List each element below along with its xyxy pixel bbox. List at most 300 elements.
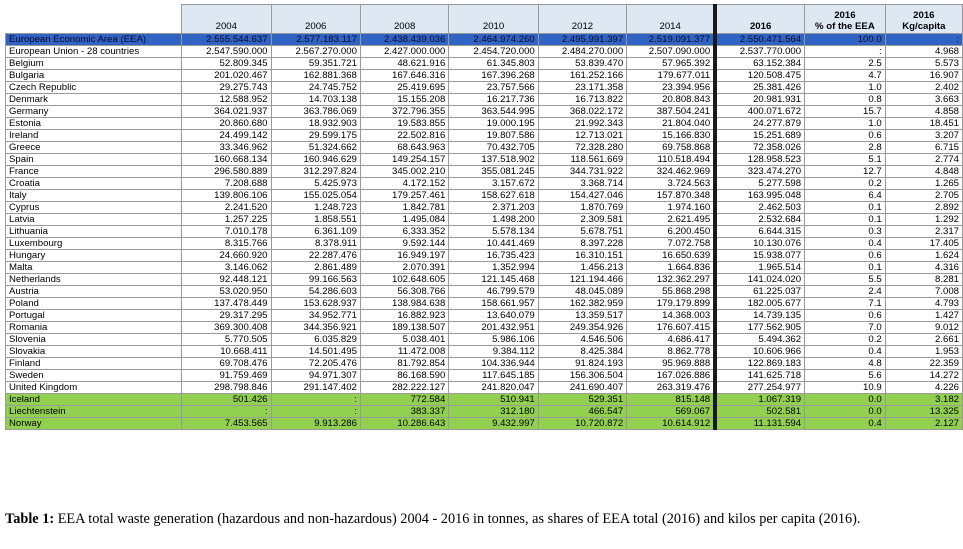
- table-row: [6, 418, 963, 430]
- cell-share: 10.9: [805, 382, 886, 394]
- cell-v2006: 99.166.563: [271, 274, 360, 286]
- cell-v2008: 48.621.916: [360, 58, 448, 70]
- cell-v2004: 20.860.680: [182, 118, 271, 130]
- cell-v2016: 11.131.594: [715, 418, 804, 430]
- cell-v2008: 383.337: [360, 406, 448, 418]
- cell-kg: 9.012: [885, 322, 962, 334]
- cell-v2016: 2.550.471.564: [715, 34, 804, 46]
- cell-v2008: 372.796.355: [360, 106, 448, 118]
- cell-v2004: 29.317.295: [182, 310, 271, 322]
- cell-v2008: 86.168.590: [360, 370, 448, 382]
- country-name-cell: Belgium: [6, 58, 182, 70]
- country-name-cell: European Union - 28 countries: [6, 46, 182, 58]
- header-2004: 2004: [182, 5, 271, 34]
- table-row: [6, 94, 963, 106]
- cell-share: 5.6: [805, 370, 886, 382]
- cell-v2006: 14.501.495: [271, 346, 360, 358]
- cell-v2016: 24.277.879: [715, 118, 804, 130]
- cell-v2004: 201.020.467: [182, 70, 271, 82]
- country-name-cell: Spain: [6, 154, 182, 166]
- cell-v2014: 132.362.297: [627, 274, 715, 286]
- country-name-cell: Denmark: [6, 94, 182, 106]
- cell-kg: 2.705: [885, 190, 962, 202]
- cell-v2012: 12.713.021: [538, 130, 626, 142]
- cell-kg: 8.281: [885, 274, 962, 286]
- cell-v2014: 110.518.494: [627, 154, 715, 166]
- cell-v2016: 1.965.514: [715, 262, 804, 274]
- cell-v2016: 122.869.183: [715, 358, 804, 370]
- table-row: [6, 250, 963, 262]
- country-name-cell: Croatia: [6, 178, 182, 190]
- cell-v2012: 344.731.922: [538, 166, 626, 178]
- cell-v2006: 155.025.054: [271, 190, 360, 202]
- cell-v2004: 7.453.565: [182, 418, 271, 430]
- cell-v2014: 324.462.969: [627, 166, 715, 178]
- cell-v2006: 344.356.921: [271, 322, 360, 334]
- header-share-label: % of the EEA: [815, 21, 875, 32]
- cell-v2014: 1.664.836: [627, 262, 715, 274]
- cell-v2012: 162.382.959: [538, 298, 626, 310]
- cell-v2016: 2.462.503: [715, 202, 804, 214]
- cell-kg: 16.907: [885, 70, 962, 82]
- cell-v2008: 2.070.391: [360, 262, 448, 274]
- country-name-cell: Germany: [6, 106, 182, 118]
- cell-v2014: 15.166.830: [627, 130, 715, 142]
- cell-v2012: 118.561.669: [538, 154, 626, 166]
- cell-share: 0.1: [805, 214, 886, 226]
- table-row: [6, 142, 963, 154]
- cell-kg: 2.661: [885, 334, 962, 346]
- table-row: [6, 262, 963, 274]
- cell-v2010: 9.432.997: [449, 418, 538, 430]
- cell-kg: 4.316: [885, 262, 962, 274]
- cell-v2014: 2.507.090.000: [627, 46, 715, 58]
- cell-v2012: 2.495.991.397: [538, 34, 626, 46]
- cell-kg: 5.573: [885, 58, 962, 70]
- cell-share: 0.1: [805, 202, 886, 214]
- cell-v2004: 24.660.920: [182, 250, 271, 262]
- cell-v2010: 167.396.268: [449, 70, 538, 82]
- country-name-cell: Latvia: [6, 214, 182, 226]
- cell-v2006: 94.971.307: [271, 370, 360, 382]
- cell-v2012: 2.484.270.000: [538, 46, 626, 58]
- country-name-cell: Greece: [6, 142, 182, 154]
- cell-share: 15.7: [805, 106, 886, 118]
- cell-kg: 2.892: [885, 202, 962, 214]
- cell-v2014: 21.804.040: [627, 118, 715, 130]
- table-row: [6, 178, 963, 190]
- cell-v2014: 16.650.639: [627, 250, 715, 262]
- cell-share: 100.0: [805, 34, 886, 46]
- cell-v2004: 139.806.106: [182, 190, 271, 202]
- cell-share: 0.6: [805, 310, 886, 322]
- table-row: [6, 46, 963, 58]
- cell-kg: 2.774: [885, 154, 962, 166]
- cell-v2016: 20.981.931: [715, 94, 804, 106]
- cell-v2006: 1.858.551: [271, 214, 360, 226]
- header-2010: 2010: [449, 5, 538, 34]
- cell-v2012: 10.720.872: [538, 418, 626, 430]
- country-name-cell: Cyprus: [6, 202, 182, 214]
- cell-kg: 1.427: [885, 310, 962, 322]
- cell-kg: 2.317: [885, 226, 962, 238]
- cell-v2006: 312.297.824: [271, 166, 360, 178]
- cell-share: 0.2: [805, 178, 886, 190]
- cell-v2014: 6.200.450: [627, 226, 715, 238]
- country-name-cell: Liechtenstein: [6, 406, 182, 418]
- cell-kg: 1.292: [885, 214, 962, 226]
- header-2006: 2006: [271, 5, 360, 34]
- cell-v2010: 510.941: [449, 394, 538, 406]
- cell-v2012: 72.328.280: [538, 142, 626, 154]
- cell-kg: 3.663: [885, 94, 962, 106]
- cell-v2006: 22.287.476: [271, 250, 360, 262]
- cell-v2010: 23.757.566: [449, 82, 538, 94]
- cell-v2004: 7.010.178: [182, 226, 271, 238]
- cell-v2010: 2.371.203: [449, 202, 538, 214]
- cell-v2012: 13.359.517: [538, 310, 626, 322]
- cell-v2004: 53.020.950: [182, 286, 271, 298]
- cell-v2016: 10.606.966: [715, 346, 804, 358]
- table-row: [6, 298, 963, 310]
- cell-v2008: 1.842.781: [360, 202, 448, 214]
- cell-v2012: 2.309.581: [538, 214, 626, 226]
- country-name-cell: Slovakia: [6, 346, 182, 358]
- cell-share: 5.1: [805, 154, 886, 166]
- cell-v2016: 502.581: [715, 406, 804, 418]
- cell-v2006: 24.745.752: [271, 82, 360, 94]
- cell-v2010: 61.345.803: [449, 58, 538, 70]
- header-kg: [885, 5, 962, 34]
- cell-v2016: 141.625.718: [715, 370, 804, 382]
- header-kg-label: Kg/capita: [902, 21, 946, 32]
- country-name-cell: Italy: [6, 190, 182, 202]
- cell-v2012: 121.194.466: [538, 274, 626, 286]
- cell-v2010: 158.661.957: [449, 298, 538, 310]
- cell-v2012: 1.870.769: [538, 202, 626, 214]
- cell-share: 2.8: [805, 142, 886, 154]
- cell-share: 2.5: [805, 58, 886, 70]
- country-name-cell: Finland: [6, 358, 182, 370]
- cell-kg: 7.008: [885, 286, 962, 298]
- cell-share: :: [805, 46, 886, 58]
- cell-v2012: 529.351: [538, 394, 626, 406]
- cell-v2016: 128.958.523: [715, 154, 804, 166]
- country-name-cell: Netherlands: [6, 274, 182, 286]
- cell-v2006: 51.324.662: [271, 142, 360, 154]
- cell-kg: 18.451: [885, 118, 962, 130]
- cell-v2016: 177.562.905: [715, 322, 804, 334]
- cell-kg: 3.182: [885, 394, 962, 406]
- cell-v2004: 10.668.411: [182, 346, 271, 358]
- table-row: [6, 34, 963, 46]
- cell-v2006: 14.703.138: [271, 94, 360, 106]
- cell-share: 4.8: [805, 358, 886, 370]
- cell-v2016: 15.938.077: [715, 250, 804, 262]
- cell-share: 0.0: [805, 406, 886, 418]
- country-name-cell: Austria: [6, 286, 182, 298]
- cell-v2014: 69.758.868: [627, 142, 715, 154]
- cell-v2014: 387.504.241: [627, 106, 715, 118]
- cell-v2010: 312.180: [449, 406, 538, 418]
- cell-v2006: 54.286.603: [271, 286, 360, 298]
- country-name-cell: European Economic Area (EEA): [6, 34, 182, 46]
- cell-v2008: 189.138.507: [360, 322, 448, 334]
- cell-v2004: 2.547.590.000: [182, 46, 271, 58]
- cell-v2012: 154.427.046: [538, 190, 626, 202]
- cell-v2016: 141.024.020: [715, 274, 804, 286]
- cell-kg: 2.402: [885, 82, 962, 94]
- cell-v2004: 501.426: [182, 394, 271, 406]
- cell-share: 7.1: [805, 298, 886, 310]
- cell-kg: :: [885, 34, 962, 46]
- cell-v2014: 167.026.886: [627, 370, 715, 382]
- cell-share: 0.3: [805, 226, 886, 238]
- cell-v2016: 2.537.770.000: [715, 46, 804, 58]
- cell-kg: 6.715: [885, 142, 962, 154]
- cell-v2004: 160.668.134: [182, 154, 271, 166]
- cell-v2008: 56.308.766: [360, 286, 448, 298]
- cell-v2014: 815.148: [627, 394, 715, 406]
- country-name-cell: Estonia: [6, 118, 182, 130]
- cell-v2008: 179.257.461: [360, 190, 448, 202]
- cell-v2004: 2.241.520: [182, 202, 271, 214]
- cell-v2006: 72.205.476: [271, 358, 360, 370]
- cell-v2016: 1.067.319: [715, 394, 804, 406]
- country-name-cell: Hungary: [6, 250, 182, 262]
- cell-v2010: 201.432.951: [449, 322, 538, 334]
- cell-v2006: :: [271, 406, 360, 418]
- cell-v2004: 69.708.476: [182, 358, 271, 370]
- country-name-cell: Romania: [6, 322, 182, 334]
- cell-v2010: 158.627.618: [449, 190, 538, 202]
- cell-v2008: 4.172.152: [360, 178, 448, 190]
- country-name-cell: Slovenia: [6, 334, 182, 346]
- cell-v2004: 369.300.408: [182, 322, 271, 334]
- cell-share: 0.4: [805, 238, 886, 250]
- cell-v2014: 20.808.843: [627, 94, 715, 106]
- cell-v2016: 163.995.048: [715, 190, 804, 202]
- table-row: [6, 382, 963, 394]
- cell-v2012: 23.171.358: [538, 82, 626, 94]
- cell-v2006: 5.425.973: [271, 178, 360, 190]
- cell-v2008: 25.419.695: [360, 82, 448, 94]
- cell-v2012: 8.425.384: [538, 346, 626, 358]
- table-row: [6, 118, 963, 130]
- cell-v2004: 91.759.469: [182, 370, 271, 382]
- cell-v2014: 3.724.563: [627, 178, 715, 190]
- cell-v2006: 34.952.771: [271, 310, 360, 322]
- caption-text: EEA total waste generation (hazardous and non-hazardous) 2004 - 2016 in tonnes, as shares of EEA total (2016) and kilos per capita (2016).: [54, 511, 861, 527]
- country-name-cell: Sweden: [6, 370, 182, 382]
- cell-v2004: 137.478.449: [182, 298, 271, 310]
- cell-v2010: 13.640.079: [449, 310, 538, 322]
- cell-kg: 4.968: [885, 46, 962, 58]
- cell-v2006: 2.861.489: [271, 262, 360, 274]
- country-name-cell: United Kingdom: [6, 382, 182, 394]
- cell-v2008: 6.333.352: [360, 226, 448, 238]
- cell-v2010: 104.336.944: [449, 358, 538, 370]
- cell-v2008: 345.002.210: [360, 166, 448, 178]
- cell-v2008: 772.584: [360, 394, 448, 406]
- cell-v2012: 466.547: [538, 406, 626, 418]
- cell-v2012: 241.690.407: [538, 382, 626, 394]
- cell-kg: 17.405: [885, 238, 962, 250]
- cell-v2012: 4.546.506: [538, 334, 626, 346]
- cell-v2008: 16.949.197: [360, 250, 448, 262]
- table-row: [6, 370, 963, 382]
- cell-v2016: 182.005.677: [715, 298, 804, 310]
- cell-v2012: 368.022.172: [538, 106, 626, 118]
- cell-v2004: 52.809.345: [182, 58, 271, 70]
- cell-v2004: 92.448.121: [182, 274, 271, 286]
- cell-v2014: 179.179.899: [627, 298, 715, 310]
- caption-label: Table 1:: [5, 511, 55, 527]
- country-name-cell: Bulgaria: [6, 70, 182, 82]
- cell-share: 0.4: [805, 418, 886, 430]
- table-caption: [5, 511, 958, 528]
- table-row: [6, 82, 963, 94]
- table-row: [6, 346, 963, 358]
- cell-v2010: 19.000.195: [449, 118, 538, 130]
- cell-v2004: 298.798.846: [182, 382, 271, 394]
- cell-v2008: 1.495.084: [360, 214, 448, 226]
- header-2012: 2012: [538, 5, 626, 34]
- table-row: [6, 274, 963, 286]
- cell-v2014: 2.519.091.377: [627, 34, 715, 46]
- cell-kg: 2.127: [885, 418, 962, 430]
- cell-v2004: 33.346.962: [182, 142, 271, 154]
- cell-v2014: 95.969.888: [627, 358, 715, 370]
- cell-kg: 22.359: [885, 358, 962, 370]
- cell-v2010: 16.735.423: [449, 250, 538, 262]
- cell-v2004: 8.315.766: [182, 238, 271, 250]
- cell-share: 1.0: [805, 118, 886, 130]
- cell-v2006: 29.599.175: [271, 130, 360, 142]
- header-2014: 2014: [627, 5, 715, 34]
- cell-v2012: 16.310.151: [538, 250, 626, 262]
- cell-v2016: 323.474.270: [715, 166, 804, 178]
- cell-v2016: 14.739.135: [715, 310, 804, 322]
- cell-share: 0.4: [805, 346, 886, 358]
- cell-v2008: 149.254.157: [360, 154, 448, 166]
- cell-share: 0.0: [805, 394, 886, 406]
- cell-kg: 4.848: [885, 166, 962, 178]
- header-kg-year: 2016: [913, 10, 935, 21]
- table-row: [6, 166, 963, 178]
- cell-v2010: 355.081.245: [449, 166, 538, 178]
- cell-v2006: 1.248.723: [271, 202, 360, 214]
- cell-v2012: 249.354.926: [538, 322, 626, 334]
- cell-v2014: 2.621.495: [627, 214, 715, 226]
- cell-v2010: 1.352.994: [449, 262, 538, 274]
- cell-share: 0.2: [805, 334, 886, 346]
- country-name-cell: Poland: [6, 298, 182, 310]
- cell-v2012: 156.306.504: [538, 370, 626, 382]
- cell-v2016: 61.225.037: [715, 286, 804, 298]
- cell-share: 2.4: [805, 286, 886, 298]
- cell-v2016: 6.644.315: [715, 226, 804, 238]
- cell-v2014: 10.614.912: [627, 418, 715, 430]
- cell-v2006: 6.361.109: [271, 226, 360, 238]
- cell-kg: 1.953: [885, 346, 962, 358]
- table-row: [6, 190, 963, 202]
- cell-v2014: 569.067: [627, 406, 715, 418]
- cell-v2012: 53.839.470: [538, 58, 626, 70]
- table-row: [6, 226, 963, 238]
- cell-v2010: 70.432.705: [449, 142, 538, 154]
- cell-v2004: 29.275.743: [182, 82, 271, 94]
- country-name-cell: Ireland: [6, 130, 182, 142]
- table-row: [6, 406, 963, 418]
- cell-kg: 4.858: [885, 106, 962, 118]
- cell-v2012: 3.368.714: [538, 178, 626, 190]
- country-name-cell: Iceland: [6, 394, 182, 406]
- cell-v2016: 400.071.672: [715, 106, 804, 118]
- header-2008: 2008: [360, 5, 448, 34]
- cell-v2012: 161.252.166: [538, 70, 626, 82]
- cell-v2010: 3.157.672: [449, 178, 538, 190]
- cell-v2010: 16.217.736: [449, 94, 538, 106]
- cell-v2010: 46.799.579: [449, 286, 538, 298]
- cell-v2016: 5.494.362: [715, 334, 804, 346]
- table-row: [6, 358, 963, 370]
- country-name-cell: Norway: [6, 418, 182, 430]
- cell-v2012: 8.397.228: [538, 238, 626, 250]
- cell-v2006: 9.913.286: [271, 418, 360, 430]
- cell-v2008: 16.882.923: [360, 310, 448, 322]
- cell-v2012: 16.713.822: [538, 94, 626, 106]
- cell-v2008: 15.155.208: [360, 94, 448, 106]
- cell-v2014: 14.368.003: [627, 310, 715, 322]
- cell-v2012: 5.678.751: [538, 226, 626, 238]
- cell-v2010: 1.498.200: [449, 214, 538, 226]
- cell-v2014: 55.868.298: [627, 286, 715, 298]
- header-share-year: 2016: [834, 10, 856, 21]
- cell-v2006: 59.351.721: [271, 58, 360, 70]
- cell-v2012: 21.992.343: [538, 118, 626, 130]
- header-2016: 2016: [715, 5, 804, 34]
- cell-v2014: 1.974.160: [627, 202, 715, 214]
- table-row: [6, 154, 963, 166]
- cell-v2004: 364.021.937: [182, 106, 271, 118]
- cell-kg: 1.624: [885, 250, 962, 262]
- cell-v2014: 8.862.778: [627, 346, 715, 358]
- cell-v2016: 15.251.689: [715, 130, 804, 142]
- cell-share: 4.7: [805, 70, 886, 82]
- cell-v2004: 24.499.142: [182, 130, 271, 142]
- cell-v2012: 1.456.213: [538, 262, 626, 274]
- table-body: [6, 34, 963, 430]
- cell-v2008: 81.792.854: [360, 358, 448, 370]
- cell-v2004: 1.257.225: [182, 214, 271, 226]
- table-row: [6, 286, 963, 298]
- cell-v2004: 296.580.889: [182, 166, 271, 178]
- cell-v2008: 19.583.855: [360, 118, 448, 130]
- cell-share: 6.4: [805, 190, 886, 202]
- header-share: [805, 5, 886, 34]
- cell-v2006: 6.035.829: [271, 334, 360, 346]
- cell-v2010: 117.645.185: [449, 370, 538, 382]
- cell-v2006: 363.786.069: [271, 106, 360, 118]
- cell-v2004: 5.770.505: [182, 334, 271, 346]
- cell-v2010: 121.145.468: [449, 274, 538, 286]
- cell-v2016: 120.508.475: [715, 70, 804, 82]
- cell-share: 0.6: [805, 130, 886, 142]
- cell-v2008: 2.438.439.036: [360, 34, 448, 46]
- table-row: [6, 202, 963, 214]
- cell-v2004: 12.588.952: [182, 94, 271, 106]
